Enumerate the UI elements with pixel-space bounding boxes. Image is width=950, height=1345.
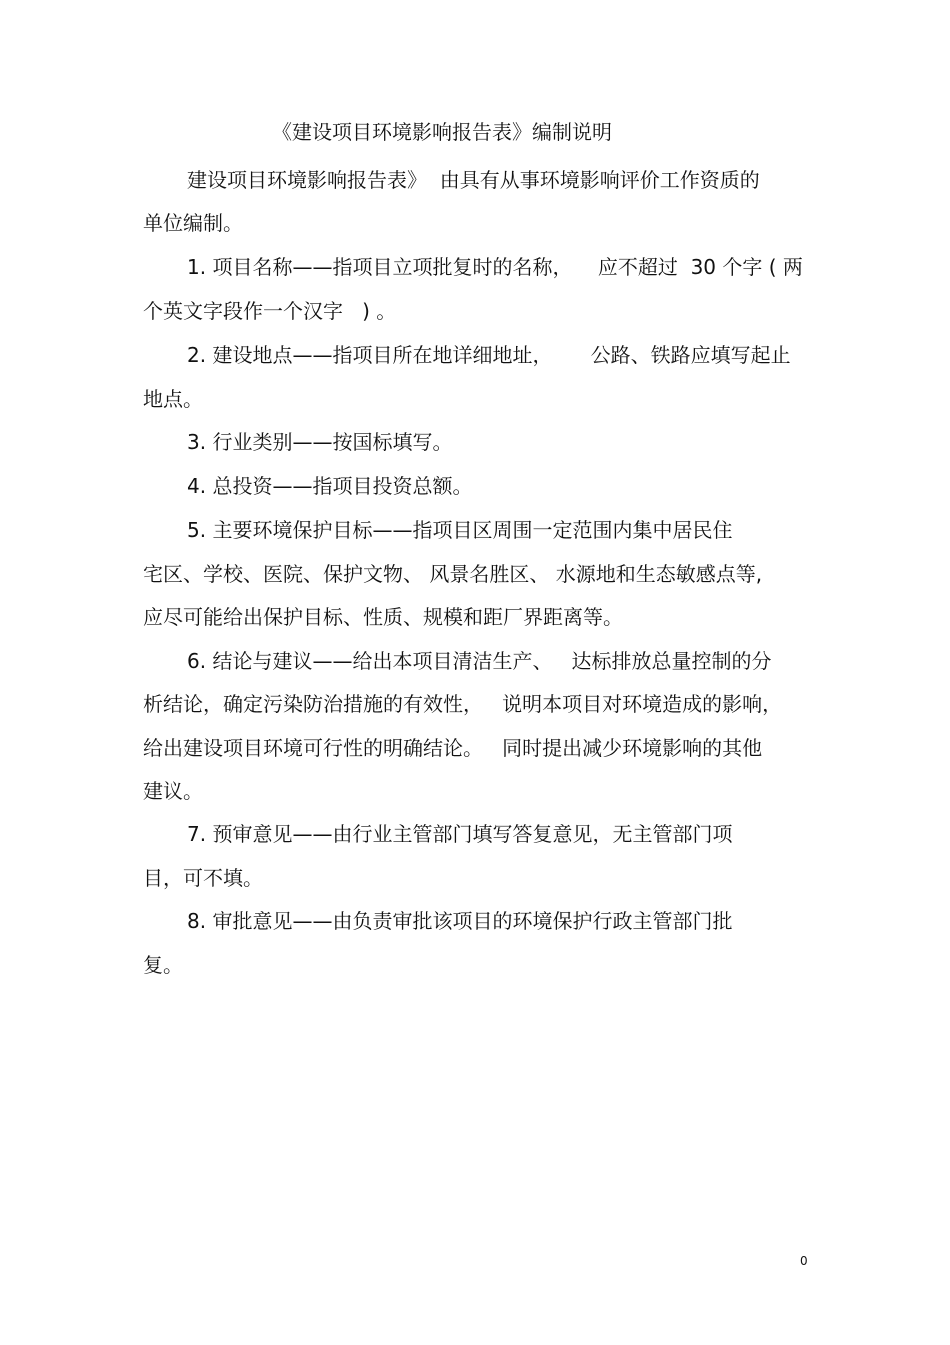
intro-line-2: 单位编制。	[143, 211, 243, 235]
item-8-line-1: 8. 审批意见——由负责审批该项目的环境保护行政主管部门批	[187, 909, 733, 933]
item-4-line-1: 4. 总投资——指项目投资总额。	[187, 474, 473, 498]
item-6-line-1: 6. 结论与建议——给出本项目清洁生产、 达标排放总量控制的分	[187, 649, 772, 673]
item-6-line-3: 给出建设项目环境可行性的明确结论。 同时提出减少环境影响的其他	[143, 736, 763, 760]
page-number: 0	[800, 1254, 808, 1268]
item-2-line-1: 2. 建设地点——指项目所在地详细地址， 公路、铁路应填写起止	[187, 343, 791, 367]
item-6-line-2: 析结论，确定污染防治措施的有效性， 说明本项目对环境造成的影响，	[143, 692, 783, 716]
item-2-line-2: 地点。	[143, 387, 203, 411]
item-1-line-2: 个英文字段作一个汉字 ) 。	[143, 299, 397, 323]
item-5-line-3: 应尽可能给出保护目标、性质、规模和距厂界距离等。	[143, 605, 623, 629]
item-7-line-2: 目，可不填。	[143, 866, 263, 890]
item-6-line-4: 建议。	[143, 779, 203, 803]
item-1-line-1: 1. 项目名称——指项目立项批复时的名称， 应不超过 30 个字 ( 两	[187, 255, 803, 279]
intro-line-1: 建设项目环境影响报告表》 由具有从事环境影响评价工作资质的	[187, 168, 760, 192]
item-5-line-1: 5. 主要环境保护目标——指项目区周围一定范围内集中居民住	[187, 518, 733, 542]
item-8-line-2: 复。	[143, 953, 183, 977]
item-3-line-1: 3. 行业类别——按国标填写。	[187, 430, 453, 454]
item-5-line-2: 宅区、学校、医院、保护文物、 风景名胜区、 水源地和生态敏感点等,	[143, 562, 763, 586]
item-7-line-1: 7. 预审意见——由行业主管部门填写答复意见，无主管部门项	[187, 822, 733, 846]
document-title: 《建设项目环境影响报告表》编制说明	[272, 120, 612, 144]
